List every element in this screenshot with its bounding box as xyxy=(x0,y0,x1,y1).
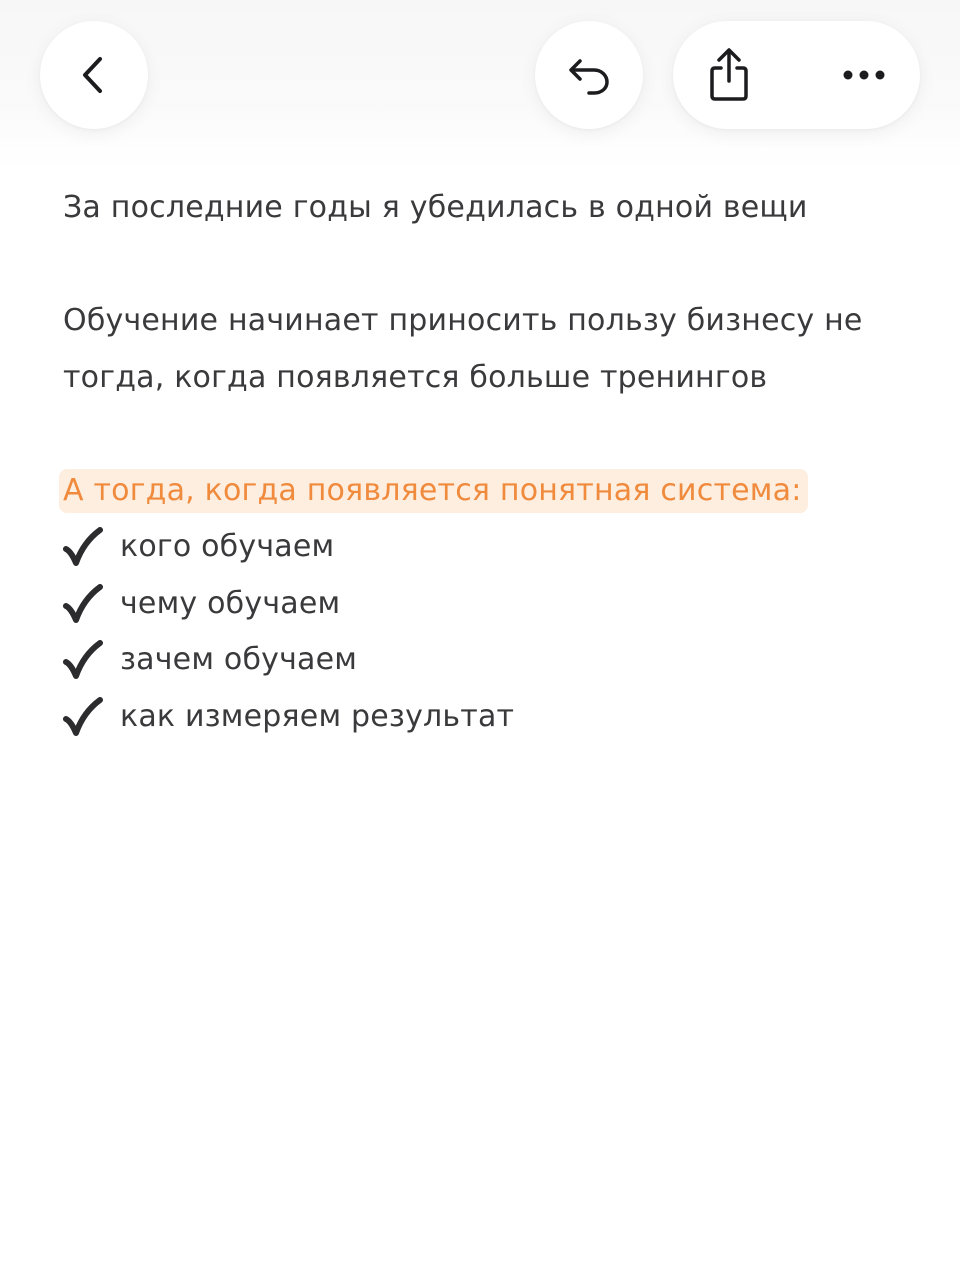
highlighted-text: А тогда, когда появляется понятная система: xyxy=(63,469,808,513)
checkmark-icon xyxy=(63,584,103,624)
undo-arrow-icon xyxy=(565,51,613,99)
actions-group xyxy=(673,21,920,129)
checklist-item-label: кого обучаем xyxy=(120,529,335,564)
checklist-item xyxy=(63,576,913,633)
back-button[interactable] xyxy=(40,21,148,129)
checklist-item-label: зачем обучаем xyxy=(120,642,358,677)
highlight-row xyxy=(63,463,913,520)
more-horizontal-icon xyxy=(840,67,888,83)
checklist-item-label: как измеряем результат xyxy=(120,698,515,734)
checkmark-icon xyxy=(63,527,103,567)
note-line-3: тогда, когда появляется больше тренингов xyxy=(63,359,768,395)
checkmark-icon xyxy=(63,640,103,680)
checklist-item xyxy=(63,632,913,689)
note-line-1: За последние годы я убедилась в одной вещи xyxy=(63,190,808,225)
share-icon xyxy=(705,47,753,103)
more-button[interactable] xyxy=(830,41,898,109)
share-button[interactable] xyxy=(695,41,763,109)
checklist-item xyxy=(63,519,913,576)
undo-button[interactable] xyxy=(535,21,643,129)
note-line-2: Обучение начинает приносить пользу бизнесу не xyxy=(63,303,863,338)
paragraph-gap xyxy=(63,406,913,463)
paragraph-gap xyxy=(63,237,913,294)
checklist-item-label: чему обучаем xyxy=(120,585,341,621)
chevron-left-icon xyxy=(74,55,114,95)
note-body[interactable] xyxy=(63,180,913,745)
checklist-item xyxy=(63,689,913,746)
checkmark-icon xyxy=(63,697,103,737)
